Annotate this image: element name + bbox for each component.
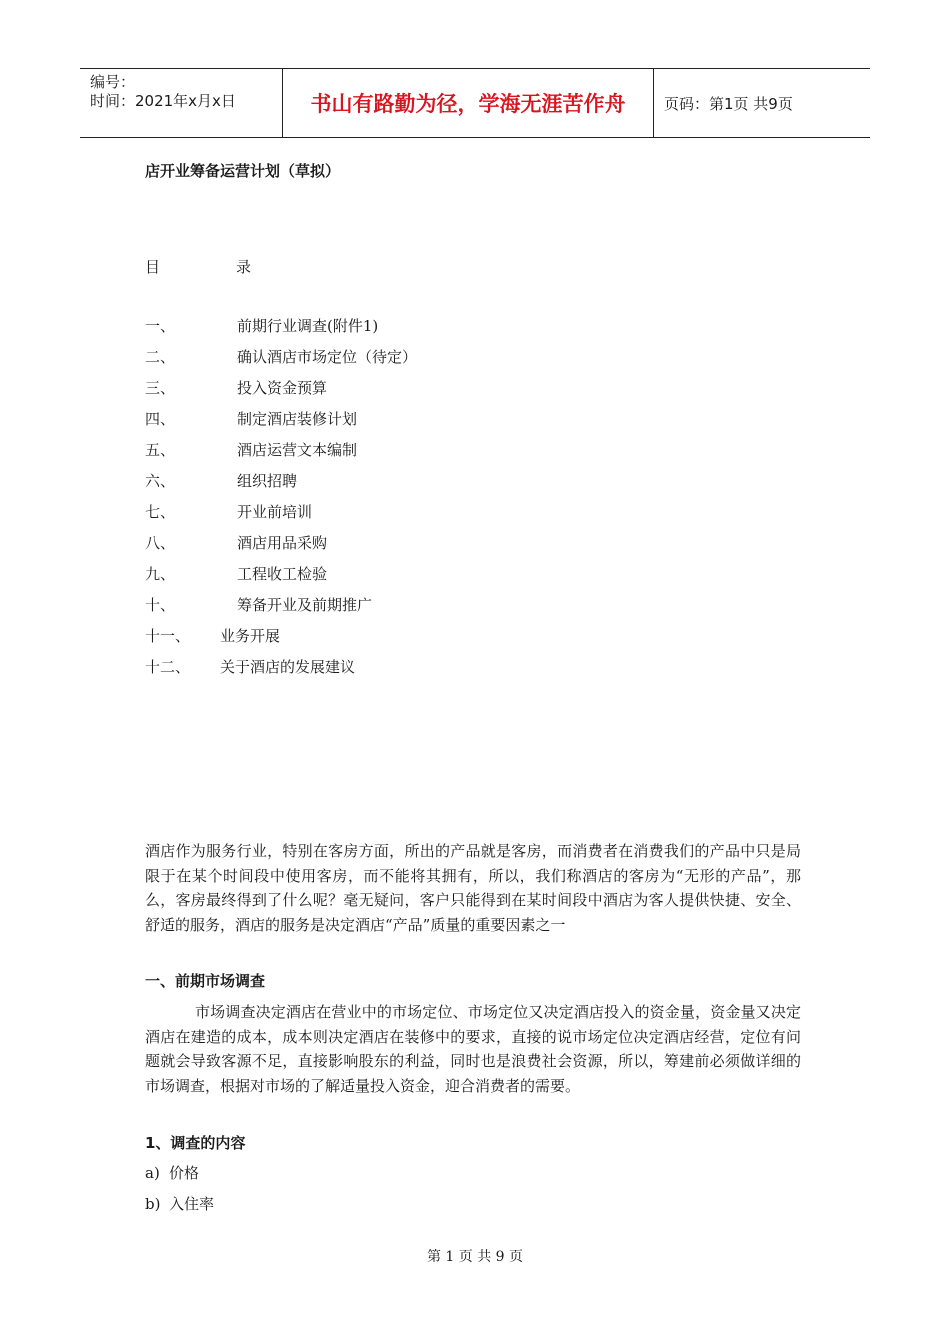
- motto-cell: [282, 69, 654, 137]
- document-title: 店开业筹备运营计划（草拟）: [145, 162, 341, 180]
- motto-text: 书山有路勤为径，学海无涯苦作舟: [310, 92, 626, 116]
- toc-item-text: 投入资金预算: [237, 379, 328, 397]
- toc-item-number: 五、: [145, 441, 176, 459]
- list-item-text: 入住率: [169, 1195, 215, 1213]
- page-header: [80, 68, 870, 138]
- toc-item: [145, 655, 417, 686]
- list-item-text: 价格: [169, 1164, 200, 1182]
- toc-item-text: 工程收工检验: [237, 565, 328, 583]
- toc-item-number: 九、: [145, 565, 176, 583]
- footer-page-number: 第 1 页 共 9 页: [426, 1249, 524, 1265]
- toc-heading-left: 目: [145, 258, 161, 276]
- toc-item-text: 前期行业调查(附件1): [237, 317, 379, 335]
- toc-item-number: 十二、: [145, 658, 191, 676]
- toc-item-number: 六、: [145, 472, 176, 490]
- list-item-label: b): [145, 1195, 161, 1213]
- toc-item: [145, 593, 417, 624]
- toc-item-number: 七、: [145, 503, 176, 521]
- toc-item-number: 四、: [145, 410, 176, 428]
- toc-item: [145, 469, 417, 500]
- toc-item-text: 确认酒店市场定位（待定）: [237, 348, 418, 366]
- toc-item: [145, 562, 417, 593]
- toc-item: [145, 500, 417, 531]
- toc-item: [145, 624, 417, 655]
- toc-item-text: 关于酒店的发展建议: [220, 658, 356, 676]
- section-body-paragraph: 市场调查决定酒店在营业中的市场定位、市场定位又决定酒店投入的资金量，资金量又决定酒店在建造的成本，成本则决定酒店在装修中的要求，直接的说市场定位决定酒店经营，定位有问题就会导致客源不足，直接影响股东的利益，同时也是浪费社会资源，所以，筹建前必须做详细的市场调查，根据对市场的了解适量投入资金，迎合消费者的需要。: [145, 1003, 801, 1095]
- toc-item-number: 十一、: [145, 627, 191, 645]
- toc-item: [145, 407, 417, 438]
- toc-heading-right: 录: [236, 258, 252, 276]
- toc-heading: [145, 256, 251, 277]
- toc-item-number: 二、: [145, 348, 176, 366]
- toc-item-text: 筹备开业及前期推广: [237, 596, 373, 614]
- toc-item-number: 三、: [145, 379, 176, 397]
- toc-item-text: 组织招聘: [237, 472, 298, 490]
- section-heading: 一、前期市场调查: [145, 972, 266, 990]
- page-number-cell: [654, 69, 870, 137]
- toc-item-text: 酒店用品采购: [237, 534, 328, 552]
- list-item-label: a): [145, 1164, 160, 1182]
- toc-item-text: 制定酒店装修计划: [237, 410, 358, 428]
- toc-item-number: 一、: [145, 317, 176, 335]
- header-info-cell: [80, 69, 282, 137]
- toc-item-text: 开业前培训: [237, 503, 313, 521]
- toc-item-number: 八、: [145, 534, 176, 552]
- time-label: 时间：2021年x月x日: [90, 92, 236, 110]
- page-footer: [0, 1246, 950, 1266]
- table-of-contents: [145, 314, 417, 686]
- toc-item: [145, 438, 417, 469]
- list-item: [145, 1192, 214, 1216]
- number-label: 编号：: [90, 73, 136, 91]
- toc-item: [145, 531, 417, 562]
- intro-paragraph: 酒店作为服务行业，特别在客房方面，所出的产品就是客房，而消费者在消费我们的产品中只是局限于在某个时间段中使用客房，而不能将其拥有，所以，我们称酒店的客房为“无形的产品”，那么，客房最终得到了什么呢？毫无疑问，客户只能得到在某时间段中酒店为客人提供快捷、安全、舒适的服务，酒店的服务是决定酒店“产品”质量的重要因素之一: [145, 842, 801, 934]
- subsection-heading: 1、调查的内容: [145, 1134, 246, 1152]
- toc-item: [145, 314, 417, 345]
- toc-item-number: 十、: [145, 596, 176, 614]
- toc-item-text: 业务开展: [220, 627, 281, 645]
- list-item: [145, 1161, 199, 1185]
- page-label: 页码：第1页 共9页: [664, 94, 793, 113]
- toc-item: [145, 376, 417, 407]
- toc-item-text: 酒店运营文本编制: [237, 441, 358, 459]
- toc-item: [145, 345, 417, 376]
